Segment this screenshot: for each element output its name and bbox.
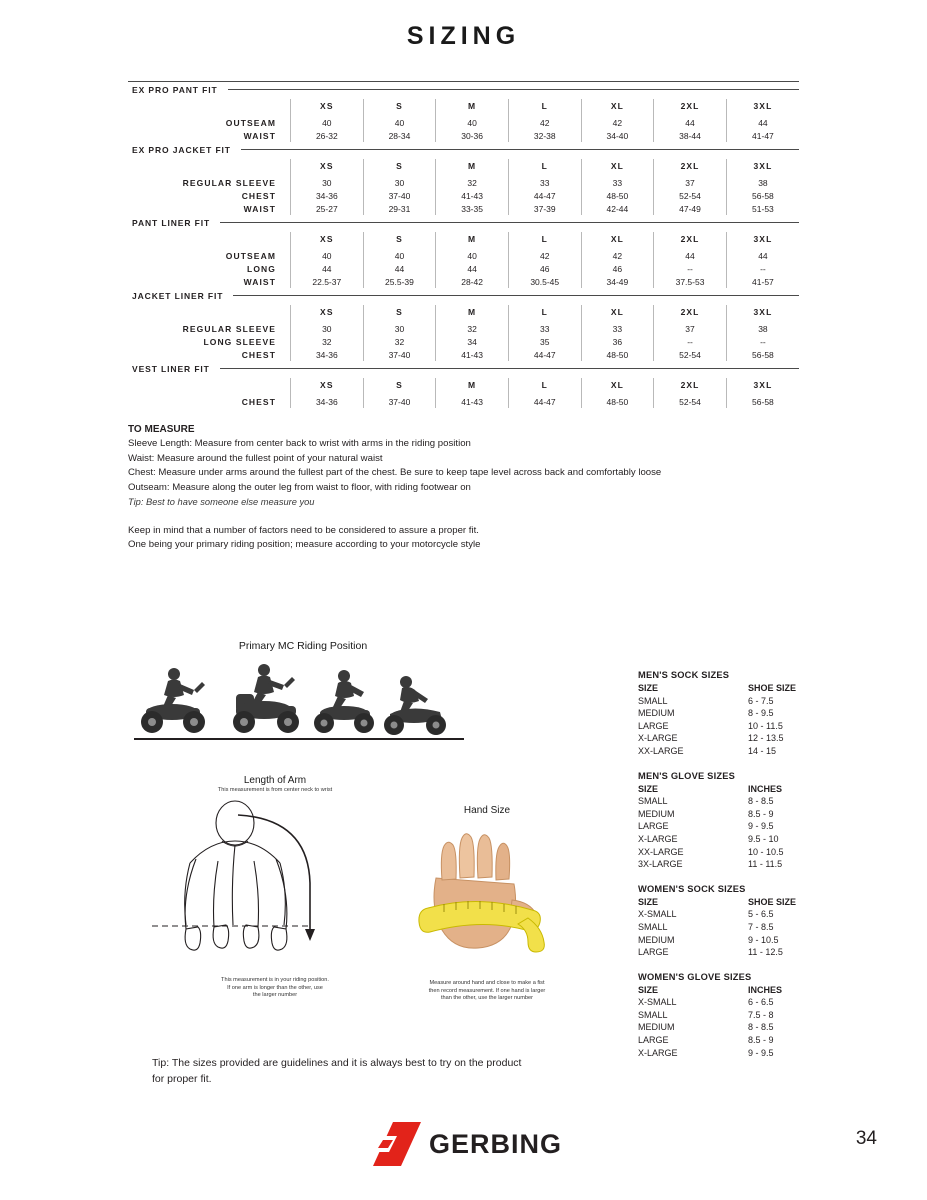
measurement-value: 37 [654,322,727,335]
measurement-label: WAIST [243,130,276,141]
measurement-value: 56-58 [726,348,799,361]
size-chart-col1-header: SIZE [638,896,659,907]
size-chart-row [638,820,838,833]
size-chart-size: SMALL [638,1009,668,1020]
hand-note-line2: then record measurement. If one hand is larger [428,987,546,994]
fit-block-header [128,215,799,232]
size-chart-block [638,972,838,1060]
size-chart-size: X-LARGE [638,833,678,844]
fit-block-title: PANT LINER FIT [132,218,211,228]
fit-table-header-row [128,99,799,116]
measurement-value: 32 [436,322,509,335]
to-measure-section [128,424,828,553]
page-title: SIZING [406,22,521,50]
measurement-value: 28-34 [363,129,436,142]
size-chart-row [638,1021,838,1034]
size-chart-row [638,908,838,921]
measurement-value: 40 [291,116,364,129]
fit-table-header-row [128,305,799,322]
size-chart-value: 8.5 - 9 [748,1035,774,1046]
hand-size-note [392,980,582,1003]
measurement-value: 56-58 [726,395,799,408]
fit-block-title: EX PRO JACKET FIT [132,145,231,155]
size-chart-header-row [638,783,838,796]
measurement-value: 41-47 [726,129,799,142]
measurement-value: 42 [581,249,654,262]
measurement-value: 37-40 [363,189,436,202]
size-chart-row [638,707,838,720]
arm-length-subtitle: This measurement is from center neck to wrist [217,787,333,793]
measurement-value: 32 [291,335,364,348]
size-header-l: L [508,378,581,395]
size-chart-row [638,808,838,821]
to-measure-line-sleeve: Sleeve Length: Measure from center back to wrist with arms in the riding position [128,438,471,449]
measurement-value: 40 [436,249,509,262]
fit-table [128,159,799,215]
measurement-label: LONG SLEEVE [203,336,276,347]
page-number: 34 [855,1128,877,1149]
measurement-value: 33 [581,176,654,189]
size-header-3xl: 3XL [726,159,799,176]
measurement-value: 35 [508,335,581,348]
size-chart-row [638,1047,838,1060]
measurement-value: 42 [508,116,581,129]
ground-line [134,738,464,740]
fit-table-corner [128,99,291,116]
size-chart-size: LARGE [638,821,669,832]
size-chart-size: LARGE [638,720,669,731]
measurement-value: 37.5-53 [654,275,727,288]
size-chart-row [638,732,838,745]
size-chart-value: 9 - 9.5 [748,821,774,832]
arm-note-line2: If one arm is longer than the other, use [227,984,323,991]
table-row [128,249,799,262]
size-header-s: S [363,99,436,116]
size-header-2xl: 2XL [654,305,727,322]
measurement-value: 41-43 [436,395,509,408]
size-header-s: S [363,232,436,249]
size-header-xs: XS [291,99,364,116]
size-chart-block [638,670,838,758]
measurement-value: 51-53 [726,202,799,215]
measurement-value: 34-36 [291,395,364,408]
measurement-value: 26-32 [291,129,364,142]
fit-block-rule [228,89,799,90]
size-chart-row [638,921,838,934]
size-header-l: L [508,99,581,116]
measurement-value: 46 [581,262,654,275]
fit-block [128,82,799,142]
measurement-value: 44-47 [508,189,581,202]
size-header-xl: XL [581,378,654,395]
size-header-xs: XS [291,378,364,395]
measurement-value: 44 [436,262,509,275]
fit-block-header [128,288,799,305]
riders-illustration [128,658,478,738]
size-header-2xl: 2XL [654,232,727,249]
hand-size-svg [392,822,572,972]
size-chart-size: LARGE [638,1035,669,1046]
size-chart-size: MEDIUM [638,1022,675,1033]
table-row [128,116,799,129]
size-chart-row [638,946,838,959]
table-row [128,202,799,215]
measurement-value: 41-43 [436,189,509,202]
size-header-l: L [508,159,581,176]
arm-length-title: Length of Arm [243,775,307,786]
measurement-value: 46 [508,262,581,275]
size-header-xl: XL [581,99,654,116]
size-chart-size: X-SMALL [638,997,677,1008]
size-chart-col1-header: SIZE [638,984,659,995]
measurement-value: 34-36 [291,348,364,361]
measurement-label: OUTSEAM [225,117,276,128]
footer [0,1122,927,1166]
measurement-value: 52-54 [654,348,727,361]
size-chart-size: XX-LARGE [638,745,684,756]
size-chart-value: 6 - 7.5 [748,695,774,706]
measurement-label: CHEST [241,396,276,407]
measurement-value: 30 [363,176,436,189]
arm-length-figure [130,775,420,1000]
size-chart-size: MEDIUM [638,708,675,719]
size-chart-value: 8 - 9.5 [748,708,774,719]
table-row [128,395,799,408]
to-measure-heading: TO MEASURE [128,424,195,435]
measurement-value: 37-40 [363,348,436,361]
measurement-value: 37-39 [508,202,581,215]
size-chart-size: X-SMALL [638,909,677,920]
size-header-s: S [363,305,436,322]
size-header-l: L [508,232,581,249]
measurement-value: -- [726,335,799,348]
table-row [128,189,799,202]
size-header-3xl: 3XL [726,99,799,116]
size-chart-header-row [638,984,838,997]
measurement-value: 33 [508,322,581,335]
fit-table-corner [128,305,291,322]
size-chart-col2-header: SHOE SIZE [748,683,797,693]
size-chart-size: X-LARGE [638,733,678,744]
measurement-value: 40 [291,249,364,262]
fit-paragraph-line2: One being your primary riding position; measure according to your motorcycle style [128,539,481,550]
to-measure-tip: Tip: Best to have someone else measure you [128,497,315,507]
size-tables [128,81,799,408]
size-chart-row [638,795,838,808]
fit-table [128,305,799,361]
size-chart-value: 11 - 11.5 [748,859,783,870]
size-header-3xl: 3XL [726,305,799,322]
measurement-value: 42 [581,116,654,129]
fit-block-header [128,82,799,99]
size-chart-col2-header: INCHES [748,783,783,794]
fit-table-corner [128,378,291,395]
fit-table [128,99,799,142]
measurement-value: 44 [654,116,727,129]
size-header-m: M [436,378,509,395]
fit-block [128,361,799,408]
table-row [128,322,799,335]
size-chart-row [638,833,838,846]
fit-table-header-row [128,378,799,395]
measurement-label: LONG [247,263,276,274]
arm-length-svg [130,793,420,973]
size-header-xs: XS [291,159,364,176]
measurement-value: 44-47 [508,395,581,408]
size-chart-size: LARGE [638,947,669,958]
size-header-2xl: 2XL [654,159,727,176]
size-header-xl: XL [581,232,654,249]
size-chart-value: 9.5 - 10 [748,833,779,844]
fit-table-header-row [128,232,799,249]
size-chart-value: 7.5 - 8 [748,1009,774,1020]
size-chart-size: SMALL [638,921,668,932]
size-chart-value: 7 - 8.5 [748,921,774,932]
bottom-tip [152,1055,572,1087]
measurement-value: 44 [363,262,436,275]
size-chart-title: MEN'S GLOVE SIZES [638,770,736,781]
brand-logo [365,1122,562,1166]
measurement-value: -- [654,262,727,275]
size-chart-size: 3X-LARGE [638,859,683,870]
measurement-value: 30-36 [436,129,509,142]
size-chart-size: MEDIUM [638,934,675,945]
measurement-value: 44 [726,249,799,262]
table-row [128,262,799,275]
measurement-value: 37-40 [363,395,436,408]
size-chart-col2-header: INCHES [748,984,783,995]
measurement-value: 38 [726,176,799,189]
size-chart-size: MEDIUM [638,808,675,819]
measurement-value: 48-50 [581,189,654,202]
measurement-value: 47-49 [654,202,727,215]
size-chart-row [638,846,838,859]
size-header-m: M [436,305,509,322]
size-chart-row [638,1034,838,1047]
measurement-value: 29-31 [363,202,436,215]
measurement-value: 38 [726,322,799,335]
size-chart-header-row [638,682,838,695]
size-chart-size: SMALL [638,695,668,706]
measurement-value: 34-36 [291,189,364,202]
measurement-value: 52-54 [654,189,727,202]
measurement-value: 36 [581,335,654,348]
measurement-value: 25.5-39 [363,275,436,288]
fit-block [128,288,799,361]
size-chart-col1-header: SIZE [638,683,659,693]
size-chart-size: XX-LARGE [638,846,684,857]
size-chart-value: 8 - 8.5 [748,796,774,807]
arm-note-line1: This measurement is in your riding position. [221,977,329,983]
hand-size-title: Hand Size [463,805,511,816]
measurement-value: 34-49 [581,275,654,288]
measurement-value: 41-43 [436,348,509,361]
measurement-value: 44-47 [508,348,581,361]
measurement-value: 28-42 [436,275,509,288]
size-header-m: M [436,99,509,116]
fit-block-rule [233,295,799,296]
measurement-value: 52-54 [654,395,727,408]
measurement-value: 32 [363,335,436,348]
measurement-value: 34-40 [581,129,654,142]
size-chart-title: MEN'S SOCK SIZES [638,670,730,680]
size-header-xs: XS [291,305,364,322]
measurement-value: 22.5-37 [291,275,364,288]
arm-length-note [130,977,420,1000]
accessory-size-charts [638,670,838,1072]
size-chart-row [638,996,838,1009]
size-chart-header-row [638,896,838,909]
to-measure-line-chest: Chest: Measure under arms around the fullest part of the chest. Be sure to keep tape level across back and comfortably loose [128,467,662,478]
size-header-m: M [436,159,509,176]
to-measure-line-outseam: Outseam: Measure along the outer leg from waist to floor, with riding footwear on [128,481,471,493]
table-row [128,335,799,348]
fit-block-rule [220,368,799,369]
size-header-3xl: 3XL [726,232,799,249]
fit-block-rule [241,149,799,150]
size-chart-value: 6 - 6.5 [748,997,774,1008]
table-row [128,348,799,361]
size-chart-row [638,858,838,871]
size-chart-value: 11 - 12.5 [748,947,783,958]
measurement-value: 40 [363,116,436,129]
size-chart-title: WOMEN'S GLOVE SIZES [638,971,752,982]
size-chart-row [638,934,838,947]
size-chart-value: 8.5 - 9 [748,808,774,819]
fit-table [128,378,799,408]
brand-name: GERBING [428,1128,562,1159]
size-header-s: S [363,159,436,176]
bottom-tip-line2: for proper fit. [152,1073,212,1085]
size-header-l: L [508,305,581,322]
size-header-s: S [363,378,436,395]
fit-block-rule [220,222,799,223]
to-measure-line-waist: Waist: Measure around the fullest point of your natural waist [128,452,383,464]
size-chart-row [638,745,838,758]
measurement-value: 25-27 [291,202,364,215]
measurement-value: -- [726,262,799,275]
size-chart-row [638,695,838,708]
measurement-value: 40 [436,116,509,129]
size-header-xs: XS [291,232,364,249]
size-header-2xl: 2XL [654,99,727,116]
measurement-value: 30 [291,322,364,335]
bottom-tip-line1: Tip: The sizes provided are guidelines and it is always best to try on the product [152,1057,522,1069]
measurement-value: 44 [726,116,799,129]
size-chart-block [638,771,838,871]
measurement-value: 44 [291,262,364,275]
size-chart-value: 9 - 10.5 [748,934,779,945]
measurement-value: 32-38 [508,129,581,142]
measurement-value: 30.5-45 [508,275,581,288]
fit-table [128,232,799,288]
fit-block-header [128,361,799,378]
measurement-label: CHEST [241,190,276,201]
size-chart-value: 12 - 13.5 [748,733,784,744]
size-chart-col2-header: SHOE SIZE [748,896,797,907]
fit-block-title: EX PRO PANT FIT [132,85,218,95]
measurement-value: 44 [654,249,727,262]
fit-paragraph-line1: Keep in mind that a number of factors need to be considered to assure a proper fit. [128,524,479,536]
hand-note-line3: than the other, use the larger number [440,995,534,1002]
fit-table-corner [128,159,291,176]
measurement-value: 33 [508,176,581,189]
size-chart-col1-header: SIZE [638,783,659,794]
size-chart-size: X-LARGE [638,1047,678,1058]
size-chart-value: 10 - 10.5 [748,846,784,857]
size-chart-value: 10 - 11.5 [748,720,783,731]
fit-block-title: VEST LINER FIT [132,364,210,374]
fit-block [128,215,799,288]
measurement-value: 48-50 [581,348,654,361]
measurement-value: 37 [654,176,727,189]
measurement-label: OUTSEAM [225,250,276,261]
size-chart-size: SMALL [638,796,668,807]
size-chart-row [638,1009,838,1022]
measurement-label: REGULAR SLEEVE [182,323,276,334]
fit-table-header-row [128,159,799,176]
riding-position-figure [128,640,478,740]
measurement-value: 40 [363,249,436,262]
table-row [128,275,799,288]
fit-table-corner [128,232,291,249]
fit-block-header [128,142,799,159]
hand-size-figure [392,805,582,1003]
fit-block-title: JACKET LINER FIT [132,291,224,301]
fit-block [128,142,799,215]
measurement-value: 48-50 [581,395,654,408]
measurement-value: 56-58 [726,189,799,202]
measurement-value: 30 [291,176,364,189]
measurement-value: 38-44 [654,129,727,142]
size-chart-value: 8 - 8.5 [748,1022,774,1033]
size-chart-value: 14 - 15 [748,745,777,756]
table-row [128,176,799,189]
riders-svg [128,658,468,736]
size-chart-row [638,720,838,733]
riding-position-title: Primary MC Riding Position [238,640,368,652]
size-chart-title: WOMEN'S SOCK SIZES [638,883,746,894]
measurement-value: 34 [436,335,509,348]
size-chart-block [638,884,838,959]
measurement-label: WAIST [243,203,276,214]
hand-note-line1: Measure around hand and close to make a fist [429,980,545,986]
size-header-3xl: 3XL [726,378,799,395]
arm-note-line3: the larger number [252,992,298,998]
measurement-label: CHEST [241,349,276,360]
measurement-label: REGULAR SLEEVE [182,177,276,188]
gerbing-mark-icon [365,1122,421,1166]
measurement-value: 42-44 [581,202,654,215]
size-chart-value: 5 - 6.5 [748,909,774,920]
measurement-label: WAIST [243,276,276,287]
measurement-value: 42 [508,249,581,262]
measurement-value: -- [654,335,727,348]
measurement-value: 41-57 [726,275,799,288]
size-chart-value: 9 - 9.5 [748,1047,774,1058]
measurement-value: 33 [581,322,654,335]
size-header-m: M [436,232,509,249]
measurement-value: 30 [363,322,436,335]
measurement-value: 33-35 [436,202,509,215]
table-row [128,129,799,142]
size-header-xl: XL [581,305,654,322]
size-header-2xl: 2XL [654,378,727,395]
size-header-xl: XL [581,159,654,176]
measurement-value: 32 [436,176,509,189]
